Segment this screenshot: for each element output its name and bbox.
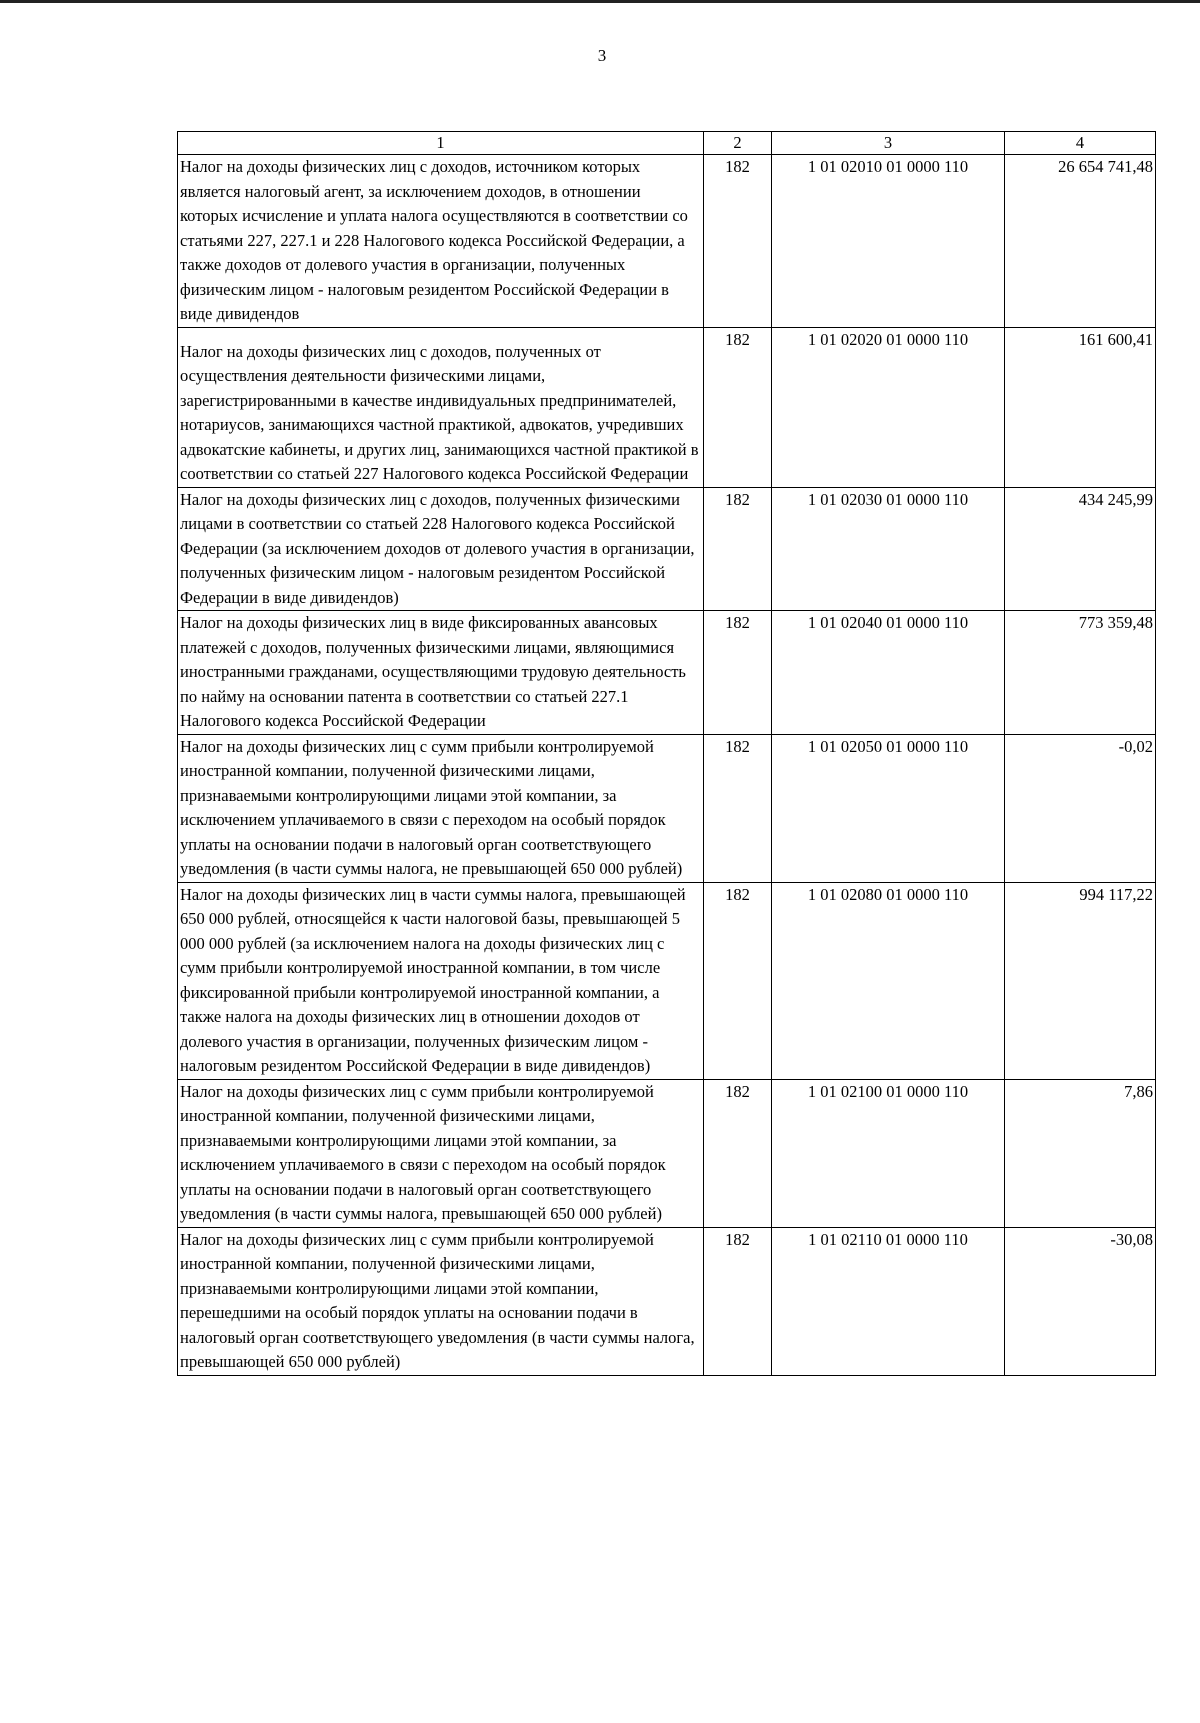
row-kbk-code: 1 01 02020 01 0000 110 xyxy=(772,327,1005,487)
row-description: Налог на доходы физических лиц с доходов, полученных физическими лицами в соответствии со статьей 228 Налогового кодекса Российской Федерации (за исключением доходов от долевого участия в организации, полученных физическим лицом - налоговым резидентом Российской Федерации в виде дивидендов) xyxy=(178,487,704,611)
row-admin-code: 182 xyxy=(704,611,772,735)
row-amount: 773 359,48 xyxy=(1005,611,1156,735)
row-amount: -30,08 xyxy=(1005,1227,1156,1375)
row-admin-code: 182 xyxy=(704,487,772,611)
row-kbk-code: 1 01 02050 01 0000 110 xyxy=(772,734,1005,882)
header-col-1: 1 xyxy=(178,132,704,155)
row-description: Налог на доходы физических лиц с доходов, полученных от осуществления деятельности физическими лицами, зарегистрированными в качестве индивидуальных предпринимателей, нотариусов, занимающихся частной практикой, адвокатов, учредивших адвокатские кабинеты, и других лиц, занимающихся частной практикой в соответствии со статьей 227 Налогового кодекса Российской Федерации xyxy=(178,327,704,487)
table-row xyxy=(178,882,1156,1079)
row-admin-code: 182 xyxy=(704,734,772,882)
row-admin-code: 182 xyxy=(704,1227,772,1375)
table-header-row xyxy=(178,132,1156,155)
row-amount: 161 600,41 xyxy=(1005,327,1156,487)
row-admin-code: 182 xyxy=(704,1079,772,1227)
header-col-4: 4 xyxy=(1005,132,1156,155)
table-row xyxy=(178,1227,1156,1375)
row-description: Налог на доходы физических лиц в виде фиксированных авансовых платежей с доходов, полученных физическими лицами, являющимися иностранными гражданами, осуществляющими трудовую деятельность по найму на основании патента в соответствии со статьей 227.1 Налогового кодекса Российской Федерации xyxy=(178,611,704,735)
header-col-3: 3 xyxy=(772,132,1005,155)
row-description: Налог на доходы физических лиц с сумм прибыли контролируемой иностранной компании, полученной физическими лицами, признаваемыми контролирующими лицами этой компании, перешедшими на особый порядок уплаты на основании подачи в налоговый орган соответствующего уведомления (в части суммы налога, превышающей 650 000 рублей) xyxy=(178,1227,704,1375)
table-row xyxy=(178,155,1156,328)
row-admin-code: 182 xyxy=(704,155,772,328)
row-kbk-code: 1 01 02100 01 0000 110 xyxy=(772,1079,1005,1227)
row-description: Налог на доходы физических лиц в части суммы налога, превышающей 650 000 рублей, относящейся к части налоговой базы, превышающей 5 000 000 рублей (за исключением налога на доходы физических лиц с сумм прибыли контролируемой иностранной компании, в том числе фиксированной прибыли контролируемой иностранной компании, а также налога на доходы физических лиц в отношении доходов от долевого участия в организации, полученных физическим лицом - налоговым резидентом Российской Федерации в виде дивидендов) xyxy=(178,882,704,1079)
row-amount: 994 117,22 xyxy=(1005,882,1156,1079)
row-kbk-code: 1 01 02110 01 0000 110 xyxy=(772,1227,1005,1375)
revenue-table xyxy=(177,131,1156,1376)
table-row xyxy=(178,327,1156,487)
row-amount: 434 245,99 xyxy=(1005,487,1156,611)
page-top-border xyxy=(0,0,1200,3)
table-row xyxy=(178,487,1156,611)
row-kbk-code: 1 01 02040 01 0000 110 xyxy=(772,611,1005,735)
table-row xyxy=(178,611,1156,735)
row-admin-code: 182 xyxy=(704,882,772,1079)
row-kbk-code: 1 01 02080 01 0000 110 xyxy=(772,882,1005,1079)
row-amount: 26 654 741,48 xyxy=(1005,155,1156,328)
row-kbk-code: 1 01 02030 01 0000 110 xyxy=(772,487,1005,611)
row-description: Налог на доходы физических лиц с сумм прибыли контролируемой иностранной компании, полученной физическими лицами, признаваемыми контролирующими лицами этой компании, за исключением уплачиваемого в связи с переходом на особый порядок уплаты на основании подачи в налоговый орган соответствующего уведомления (в части суммы налога, превышающей 650 000 рублей) xyxy=(178,1079,704,1227)
header-col-2: 2 xyxy=(704,132,772,155)
row-amount: -0,02 xyxy=(1005,734,1156,882)
row-kbk-code: 1 01 02010 01 0000 110 xyxy=(772,155,1005,328)
table-row xyxy=(178,1079,1156,1227)
row-admin-code: 182 xyxy=(704,327,772,487)
row-description: Налог на доходы физических лиц с сумм прибыли контролируемой иностранной компании, полученной физическими лицами, признаваемыми контролирующими лицами этой компании, за исключением уплачиваемого в связи с переходом на особый порядок уплаты на основании подачи в налоговый орган соответствующего уведомления (в части суммы налога, не превышающей 650 000 рублей) xyxy=(178,734,704,882)
table-row xyxy=(178,734,1156,882)
page-number: 3 xyxy=(597,46,607,65)
row-description: Налог на доходы физических лиц с доходов, источником которых является налоговый агент, за исключением доходов, в отношении которых исчисление и уплата налога осуществляются в соответствии со статьями 227, 227.1 и 228 Налогового кодекса Российской Федерации, а также доходов от долевого участия в организации, полученных физическим лицом - налоговым резидентом Российской Федерации в виде дивидендов xyxy=(178,155,704,328)
row-amount: 7,86 xyxy=(1005,1079,1156,1227)
